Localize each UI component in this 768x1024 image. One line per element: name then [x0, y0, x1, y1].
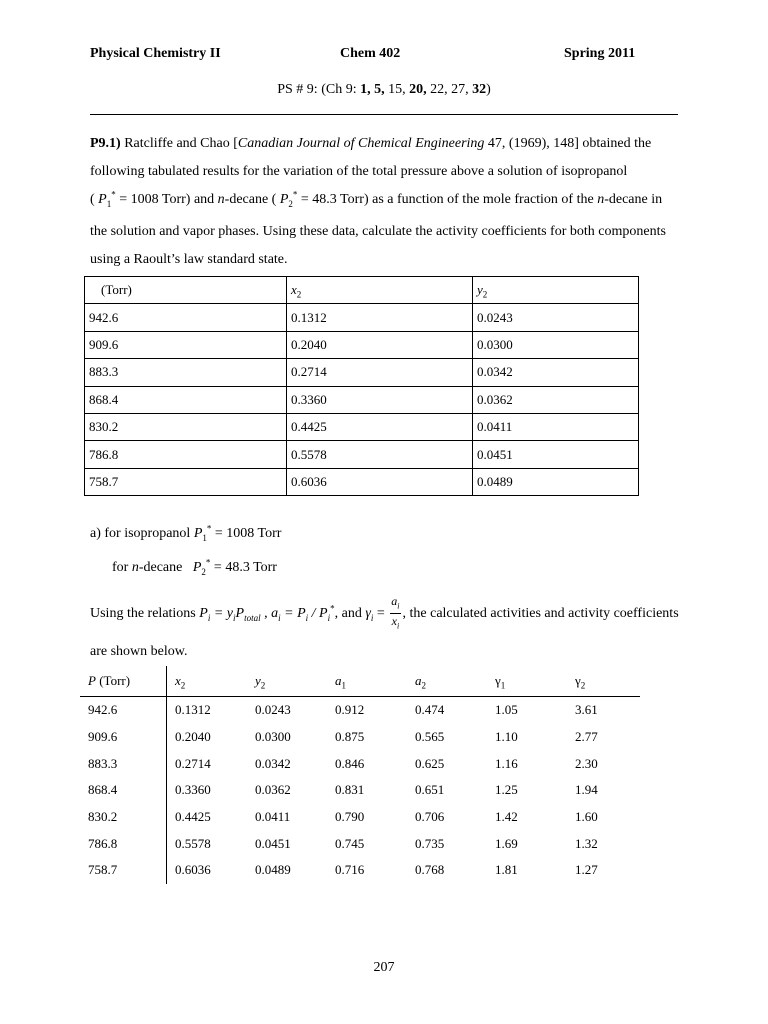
results-header-row: P (Torr) $x_2$ $y_2$ $a_1$ $a_2$ $\gamma_1$ $\gamma_2$: [80, 666, 640, 697]
table-row: 786.8 0.5578 0.0451: [85, 441, 639, 468]
part-a-line-1: a) for isopropanol $P_1^* = 1008$ Torr: [90, 523, 282, 543]
results-table: [80, 666, 640, 884]
table-row: 830.2 0.4425 0.0411: [85, 413, 639, 440]
table-row: 883.3 0.2714 0.0342 0.846 0.625 1.16 2.30: [80, 750, 640, 777]
header-p-torr: P (Torr): [80, 666, 167, 697]
problem-line-4: the solution and vapor phases. Using these data, calculate the activity coefficients for both components: [90, 224, 666, 239]
table-row: 909.6 0.2040 0.0300: [85, 331, 639, 358]
table-row: 758.7 0.6036 0.0489 0.716 0.768 1.81 1.27: [80, 857, 640, 884]
table-row: 868.4 0.3360 0.0362 0.831 0.651 1.25 1.94: [80, 777, 640, 804]
semester: Spring 2011: [564, 46, 636, 61]
problem-line-3: ( $P_1^* = 1008$ Torr) and n-decane ( $P_2^* = 48.3$ Torr) as a function of the mole fraction of the n-decane in: [90, 189, 663, 209]
table-row: 883.3 0.2714 0.0342: [85, 359, 639, 386]
part-a-line-2: for n-decane $P_2^* = 48.3$ Torr: [112, 557, 277, 577]
table-row: 868.4 0.3360 0.0362: [85, 386, 639, 413]
problem-line-5: using a Raoult’s law standard state.: [90, 252, 288, 267]
data-table: [84, 276, 639, 496]
course-title: Physical Chemistry II: [90, 46, 221, 61]
relations-line-2: are shown below.: [90, 644, 188, 659]
journal-name: Canadian Journal of Chemical Engineering: [237, 136, 485, 151]
problem-line-2: following tabulated results for the variation of the total pressure above a solution of isopropanol: [90, 164, 628, 179]
table-row: 942.6 0.1312 0.0243 0.912 0.474 1.05 3.61: [80, 697, 640, 724]
page-header: [90, 46, 642, 66]
table-row: 942.6 0.1312 0.0243: [85, 304, 639, 331]
table-row: 758.7 0.6036 0.0489: [85, 468, 639, 495]
problem-label: P9.1): [90, 136, 121, 151]
header-y2: $y_2$: [473, 277, 639, 304]
header-x2: $x_2$: [287, 277, 473, 304]
gamma-fraction: $\frac{a_i}{x_i}$: [391, 594, 400, 631]
header-pressure: (Torr): [85, 277, 287, 304]
table-row: 909.6 0.2040 0.0300 0.875 0.565 1.10 2.77: [80, 724, 640, 751]
table-row: 786.8 0.5578 0.0451 0.745 0.735 1.69 1.32: [80, 830, 640, 857]
header-divider: [90, 114, 678, 115]
table-row: 830.2 0.4425 0.0411 0.790 0.706 1.42 1.60: [80, 804, 640, 831]
problem-set-line: PS # 9: (Ch 9: 1, 5, 15, 20, 22, 27, 32): [277, 82, 491, 97]
page-number: 207: [373, 960, 395, 975]
problem-line-1: P9.1) Ratcliffe and Chao [Canadian Journal of Chemical Engineering 47, (1969), 148] obtained the: [90, 136, 652, 151]
table-header-row: [85, 277, 639, 304]
relations-line: Using the relations $P_i = y_iP_{total}$ , $a_i = P_i / P_i^*$, and $\gamma_i$ = $\frac{a_i}{x_i}$ , the calculated activities and activity coefficients: [90, 594, 730, 634]
course-number: Chem 402: [340, 46, 401, 61]
